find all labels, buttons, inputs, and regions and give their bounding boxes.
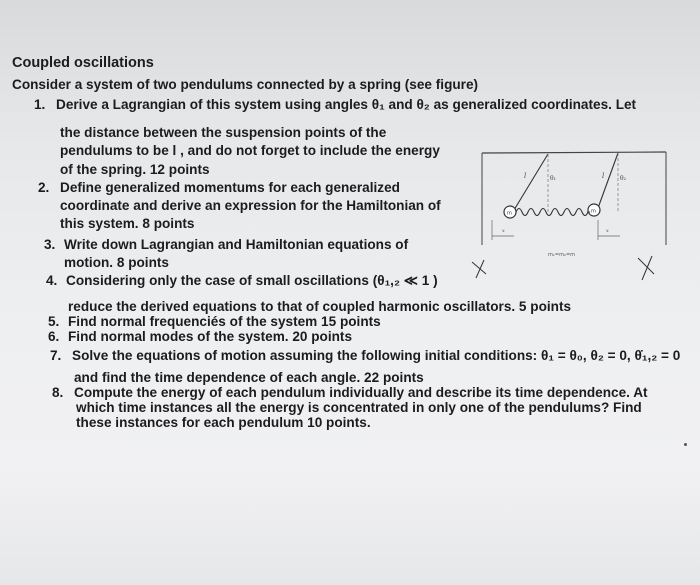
item-3-number: 3. <box>44 237 56 252</box>
svg-text:x: x <box>502 228 505 234</box>
item-1-line-2: the distance between the suspension points of the <box>60 125 387 140</box>
coupled-pendulum-figure <box>470 150 680 285</box>
item-3-line-1: Write down Lagrangian and Hamiltonian equations of <box>64 237 409 252</box>
coupling-spring <box>516 209 590 216</box>
item-7-line-2: and find the time dependence of each angle. 22 points <box>74 370 424 385</box>
item-8-line-1: Compute the energy of each pendulum individually and describe its time dependence. At <box>74 385 648 400</box>
support-beam <box>482 152 666 153</box>
left-mass-label: m <box>507 210 512 217</box>
item-1-line-1: Derive a Lagrangian of this system using angles θ₁ and θ₂ as generalized coordinates. Let <box>56 97 637 112</box>
svg-text:x: x <box>606 228 609 234</box>
item-7-number: 7. <box>50 348 62 363</box>
item-2-line-2: coordinate and derive an expression for the Hamiltonian of <box>60 198 441 213</box>
right-pendulum-rod <box>598 153 618 208</box>
intro-text: Consider a system of two pendulums connected by a spring (see figure) <box>12 77 479 92</box>
page-title: Coupled oscillations <box>12 55 154 71</box>
item-6-number: 6. <box>48 329 60 344</box>
item-6-line-1: Find normal modes of the system. 20 points <box>68 329 353 344</box>
right-length-label: l <box>602 172 605 180</box>
left-pendulum-rod <box>514 154 548 210</box>
item-2-line-3: this system. 8 points <box>60 216 195 231</box>
item-8-line-2: which time instances all the energy is concentrated in only one of the pendulums? Find <box>76 400 642 415</box>
spring-label: m₁=m₂=m <box>548 252 575 258</box>
item-8-number: 8. <box>52 385 64 400</box>
item-4-number: 4. <box>46 273 58 288</box>
item-4-line-1: Considering only the case of small oscillations (θ₁,₂ ≪ 1 ) <box>66 273 438 288</box>
left-length-label: l <box>524 172 527 180</box>
item-1-line-4: of the spring. 12 points <box>60 162 210 177</box>
item-5-number: 5. <box>48 314 60 329</box>
item-2-number: 2. <box>38 180 50 195</box>
right-mass-label: m <box>591 208 596 215</box>
item-1-number: 1. <box>34 97 46 112</box>
item-3-line-2: motion. 8 points <box>64 255 169 270</box>
right-angle-label: θ₂ <box>620 175 627 182</box>
item-7-line-1: Solve the equations of motion assuming the following initial conditions: θ₁ = θ₀, θ₂ = 0, θ̇₁,₂ = 0 <box>72 348 681 363</box>
item-2-line-1: Define generalized momentums for each generalized <box>60 180 400 195</box>
left-angle-label: θ₁ <box>550 175 557 182</box>
item-5-line-1: Find normal frequenciés of the system 15 points <box>68 314 381 329</box>
item-4-line-2: reduce the derived equations to that of coupled harmonic oscillators. 5 points <box>68 299 572 314</box>
stray-dot <box>684 443 687 446</box>
item-8-line-3: these instances for each pendulum 10 points. <box>76 415 371 430</box>
item-1-line-3: pendulums to be l , and do not forget to include the energy <box>60 143 440 158</box>
